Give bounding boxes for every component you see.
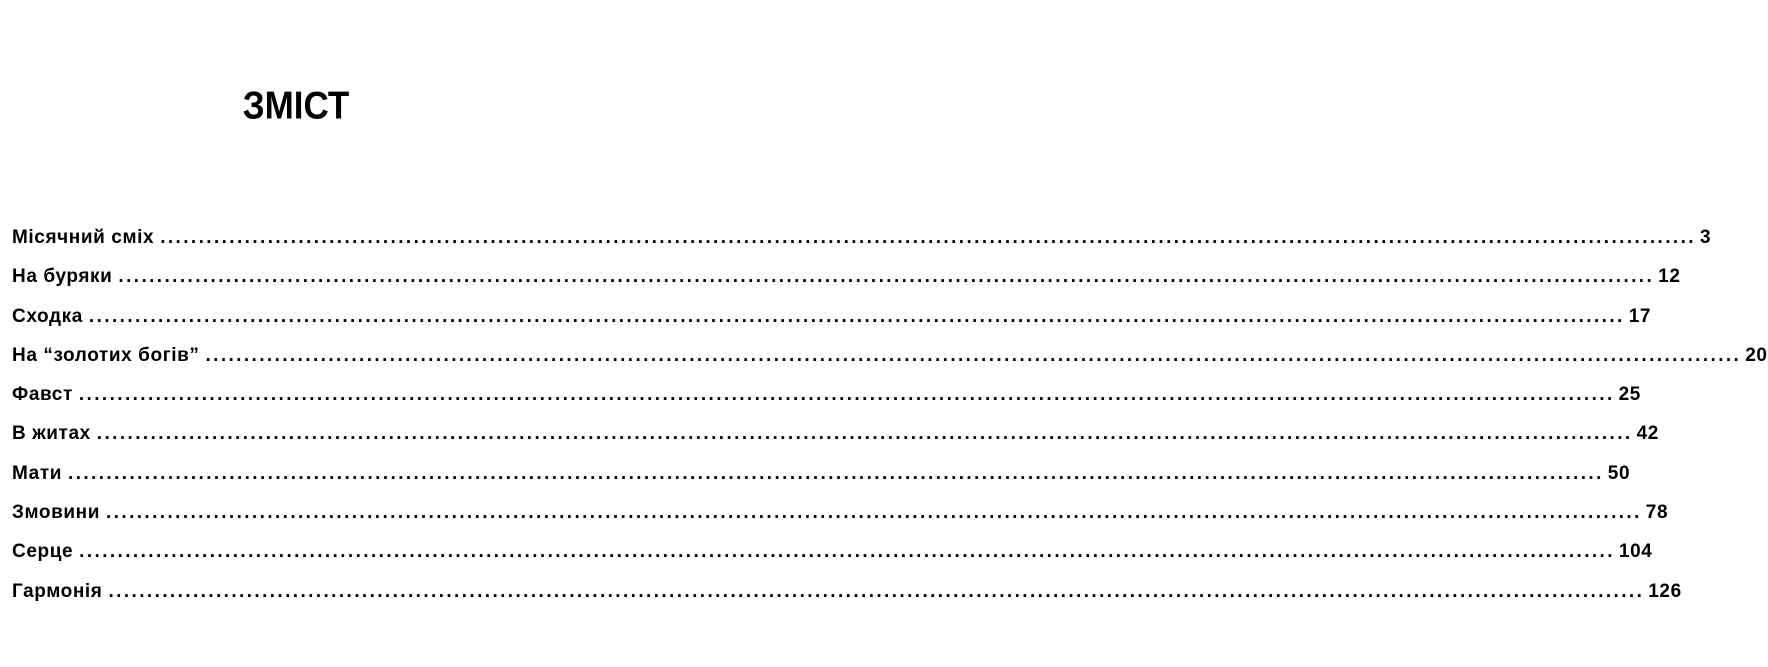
toc-leader-dots: ........................................................................................................................................................................................................ bbox=[68, 462, 1604, 484]
toc-leader-dots: ........................................................................................................................................................................................................ bbox=[88, 305, 1625, 327]
toc-entry-page: 104 bbox=[1618, 541, 1653, 563]
toc-leader-dots: ........................................................................................................................................................................................................ bbox=[79, 541, 1615, 563]
toc-entry-page: 20 bbox=[1745, 344, 1768, 366]
toc-entry[interactable] bbox=[12, 375, 1641, 414]
toc-leader-dots: ........................................................................................................................................................................................................ bbox=[108, 580, 1645, 602]
toc-entry[interactable] bbox=[12, 493, 1669, 532]
toc-entry[interactable] bbox=[12, 454, 1631, 493]
toc-entry-title: Сходка bbox=[12, 305, 83, 327]
toc-entry-page: 12 bbox=[1658, 266, 1681, 288]
toc-entry-title: Мати bbox=[12, 462, 63, 484]
toc-entry-title: В житах bbox=[12, 423, 91, 445]
toc-entry-page: 17 bbox=[1628, 305, 1652, 327]
page-title: ЗМІСТ bbox=[242, 83, 350, 128]
toc-leader-dots: ........................................................................................................................................................................................................ bbox=[96, 423, 1633, 445]
toc-leader-dots: ........................................................................................................................................................................................................ bbox=[205, 344, 1742, 366]
toc-entry-title: Місячний сміх bbox=[12, 227, 155, 248]
toc-entry-title: Серце bbox=[12, 541, 74, 563]
table-of-contents bbox=[12, 218, 1768, 611]
toc-entry-title: Змовини bbox=[12, 502, 101, 524]
toc-entry-title: На буряки bbox=[12, 266, 113, 288]
toc-entry[interactable] bbox=[12, 532, 1653, 571]
toc-entry-title: На “золотих богів” bbox=[12, 344, 200, 366]
toc-leader-dots: ........................................................................................................................................................................................................ bbox=[160, 227, 1696, 248]
toc-entry-title: Фавст bbox=[12, 384, 73, 406]
toc-entry[interactable] bbox=[12, 414, 1659, 453]
toc-leader-dots: ........................................................................................................................................................................................................ bbox=[78, 384, 1615, 406]
toc-entry-page: 25 bbox=[1618, 384, 1641, 406]
toc-entry[interactable] bbox=[12, 218, 1712, 257]
toc-entry[interactable] bbox=[12, 257, 1681, 296]
toc-entry-page: 42 bbox=[1636, 423, 1659, 445]
toc-entry-page: 50 bbox=[1607, 462, 1631, 484]
toc-entry-page: 3 bbox=[1699, 227, 1712, 248]
toc-leader-dots: ........................................................................................................................................................................................................ bbox=[118, 266, 1655, 288]
toc-entry[interactable] bbox=[12, 297, 1652, 336]
toc-entry-page: 126 bbox=[1648, 580, 1682, 602]
toc-leader-dots: ........................................................................................................................................................................................................ bbox=[106, 502, 1642, 524]
toc-entry[interactable] bbox=[12, 336, 1768, 375]
toc-entry-title: Гармонія bbox=[12, 580, 103, 602]
toc-entry[interactable] bbox=[12, 572, 1682, 611]
toc-entry-page: 78 bbox=[1645, 502, 1669, 524]
